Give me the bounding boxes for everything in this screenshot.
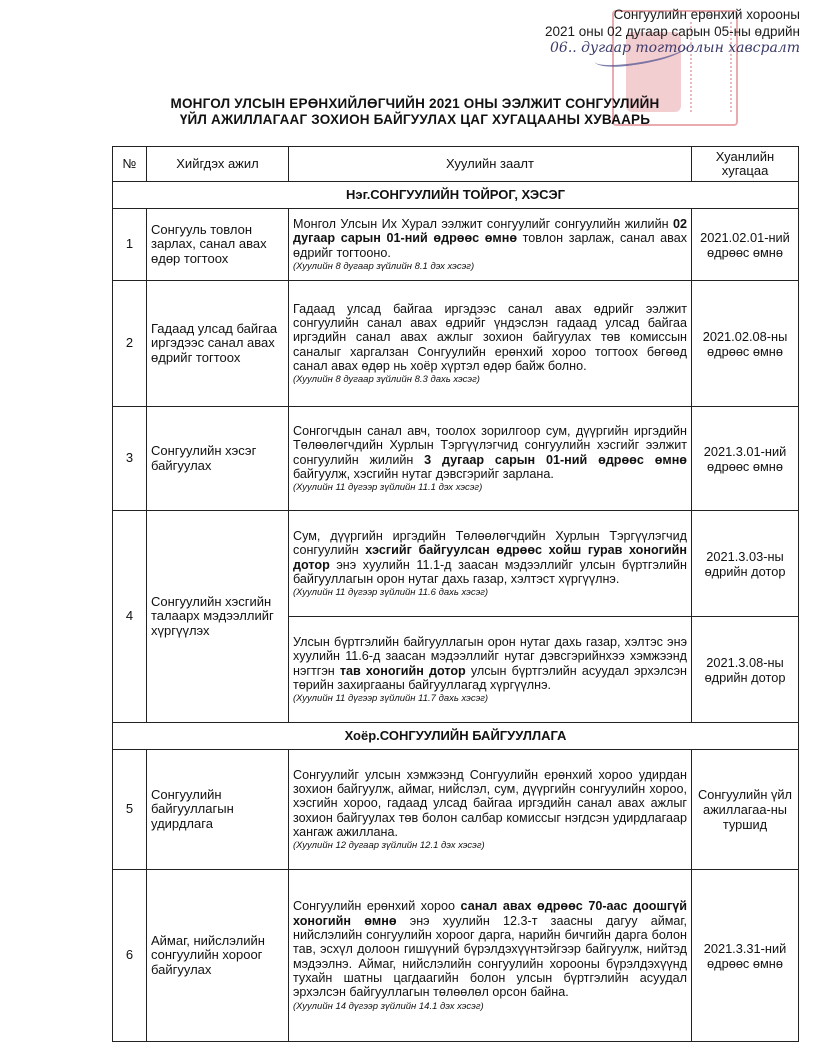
header-no: № (113, 147, 147, 182)
row-law (289, 870, 692, 1042)
row-deadline: Сонгуулийн үйл ажиллагаа-ны туршид (692, 750, 799, 870)
section-title: Хоёр.СОНГУУЛИЙН БАЙГУУЛЛАГА (113, 723, 799, 750)
section-title: Нэг.СОНГУУЛИЙН ТОЙРОГ, ХЭСЭГ (113, 182, 799, 209)
law-reference: (Хуулийн 11 дүгээр зүйлийн 11.7 дахь хэсэг) (293, 693, 489, 705)
law-text: Улсын бүртгэлийн байгууллагын орон нутаг дахь газар, хэлтэс энэ хуулийн 11.6-д заасан мэдээллийг нутаг дэвсгэрийнхээ хэмжээнд нэгтгэн (293, 634, 687, 678)
section-row (113, 182, 799, 209)
law-reference: (Хуулийн 8 дугаар зүйлийн 8.3 дахь хэсэг) (293, 374, 480, 386)
row-number: 3 (113, 407, 147, 511)
law-text: энэ хуулийн 12.3-т заасны дагуу аймаг, нийслэлийн сонгуулийн хороог дарга, нарийн бичгийн дарга болон тав, эсхүл долоон гишүүний бүрэлдэхүүнтэйгээр байгуулж, нийтэд мэдээлнэ. Аймаг, нийслэлийн сонгуулийн хорооны бүрэлдэхүүнд тухайн шатны цагдаагийн болон улсын бүртгэлийн асуудал эрхэлсэн байгууллагын төлөөлөл орсон байна. (293, 913, 687, 1000)
row-number: 1 (113, 209, 147, 281)
law-bold-text: 02 дугаар сарын 01-ний өдрөөс өмнө (293, 217, 687, 246)
law-reference: (Хуулийн 8 дугаар зүйлийн 8.1 дэх хэсэг) (293, 260, 475, 272)
row-number: 4 (113, 511, 147, 723)
row-activity: Сонгуулийн хэсгийн талаарх мэдээллийг хүргүүлэх (147, 511, 289, 723)
table-header-row (113, 147, 799, 182)
header-activity: Хийгдэх ажил (147, 147, 289, 182)
law-bold-text: тав хоногийн дотор (339, 663, 466, 678)
table-row (113, 281, 799, 407)
row-activity: Сонгууль товлон зарлах, санал авах өдөр тогтоох (147, 209, 289, 281)
table-row (113, 407, 799, 511)
row-deadline: 2021.3.31-ний өдрөөс өмнө (692, 870, 799, 1042)
header-deadline: Хуанлийн хугацаа (692, 147, 799, 182)
table-row (113, 209, 799, 281)
row-deadline: 2021.3.03-ны өдрийн дотор (692, 511, 799, 617)
row-law (289, 209, 692, 281)
section-row (113, 723, 799, 750)
row-deadline: 2021.02.08-ны өдрөөс өмнө (692, 281, 799, 407)
law-reference: (Хуулийн 11 дүгээр зүйлийн 11.6 дахь хэсэг) (293, 587, 489, 599)
schedule-table (112, 146, 799, 1042)
row-law (289, 407, 692, 511)
table-row (113, 511, 799, 617)
law-text: Сонгуулийг улсын хэмжээнд Сонгуулийн ерөнхий хороо удирдан зохион байгуулж, аймаг, нийслэл, сум, дүүргийн сонгуулийн хороо, хэсгийн хороо, гадаад улсад байгаа иргэдийн санал авах ажлыг зохион байгуулах төв болон салбар комиссыг нэгдсэн удирдлагаар хангаж ажиллана. (293, 767, 687, 839)
table-row (113, 750, 799, 870)
document-title (120, 96, 710, 128)
row-deadline: 2021.3.08-ны өдрийн дотор (692, 617, 799, 723)
title-line-2: ҮЙЛ АЖИЛЛАГААГ ЗОХИОН БАЙГУУЛАХ ЦАГ ХУГАЦААНЫ ХУВААРЬ (179, 112, 651, 127)
law-bold-text: санал авах өдрөөс 70-аас доошгүй хоногийн өмнө (293, 899, 687, 928)
law-text: улсын бүртгэлийн асуудал эрхэлсэн төрийн захиргааны байгууллагад хүргүүлнэ. (293, 663, 688, 692)
row-law (289, 281, 692, 407)
row-activity: Аймаг, нийслэлийн сонгуулийн хороог байгуулах (147, 870, 289, 1042)
table-row (113, 870, 799, 1042)
row-law (289, 511, 692, 617)
row-law (289, 617, 692, 723)
row-law (289, 750, 692, 870)
law-bold-text: 3 дугаар сарын 01-ний өдрөөс өмнө (424, 452, 687, 467)
row-number: 5 (113, 750, 147, 870)
row-number: 6 (113, 870, 147, 1042)
law-bold-text: хэсгийг байгуулсан өдрөөс хойш гурав хоногийн дотор (293, 543, 687, 572)
row-deadline: 2021.3.01-ний өдрөөс өмнө (692, 407, 799, 511)
law-text: Сум, дүүргийн иргэдийн Төлөөлөгчдийн Хурлын Тэргүүлэгчид сонгуулийн (293, 528, 687, 558)
approval-line-3: 06.. дугаар тогтоолын хавсралт (550, 40, 800, 56)
law-text: Монгол Улсын Их Хурал ээлжит сонгуулийг сонгуулийн жилийн (293, 217, 673, 232)
law-text: Сонгуулийн ерөнхий хороо (293, 899, 461, 914)
row-activity: Сонгуулийн байгууллагын удирдлага (147, 750, 289, 870)
law-text: товлон зарлаж, санал авах өдрийг тогтооно. (293, 231, 687, 260)
header-law: Хуулийн заалт (289, 147, 692, 182)
row-deadline: 2021.02.01-ний өдрөөс өмнө (692, 209, 799, 281)
approval-note (500, 6, 800, 57)
row-activity: Гадаад улсад байгаа иргэдээс санал авах өдрийг тогтоох (147, 281, 289, 407)
law-reference: (Хуулийн 11 дүгээр зүйлийн 11.1 дэх хэсэг) (293, 482, 483, 494)
law-reference: (Хуулийн 14 дүгээр зүйлийн 14.1 дэх хэсэг) (293, 1000, 484, 1012)
law-text: байгуулж, хэсгийн нутаг дэвсгэрийг зарлана. (293, 466, 554, 481)
row-activity: Сонгуулийн хэсэг байгуулах (147, 407, 289, 511)
law-text: Гадаад улсад байгаа иргэдээс санал авах өдрийг ээлжит сонгуулийн санал авах өдрийг үндэслэн гадаад улсад байгаа иргэдийн санал авах ажлыг зохион байгуулах төв комиссын саналыг харгалзан Сонгуулийн ерөнхий хороо тогтоох бөгөөд санал авах өдөр нь хоёр хүртэл өдөр байж болно. (293, 301, 687, 373)
law-reference: (Хуулийн 12 дугаар зүйлийн 12.1 дэх хэсэг) (293, 840, 485, 852)
approval-line-2: 2021 оны 02 дугаар сарын 05-ны өдрийн (544, 24, 800, 39)
law-text: Сонгогчдын санал авч, тоолох зорилгоор сум, дүүргийн иргэдийн Төлөөлөгчдийн Хурлын Тэргүүлэгчид сонгуулийн хэсгийг ээлжит сонгуулийн жилийн (293, 423, 687, 467)
title-line-1: МОНГОЛ УЛСЫН ЕРӨНХИЙЛӨГЧИЙН 2021 ОНЫ ЭЭЛЖИТ СОНГУУЛИЙН (170, 96, 660, 111)
approval-line-1: Сонгуулийн ерөнхий хорооны (613, 7, 800, 22)
law-text: энэ хуулийн 11.1-д заасан мэдээллийг улсын бүртгэлийн байгууллагын орон нутаг дахь газар, хэлтэст хүргүүлнэ. (293, 557, 687, 586)
row-number: 2 (113, 281, 147, 407)
